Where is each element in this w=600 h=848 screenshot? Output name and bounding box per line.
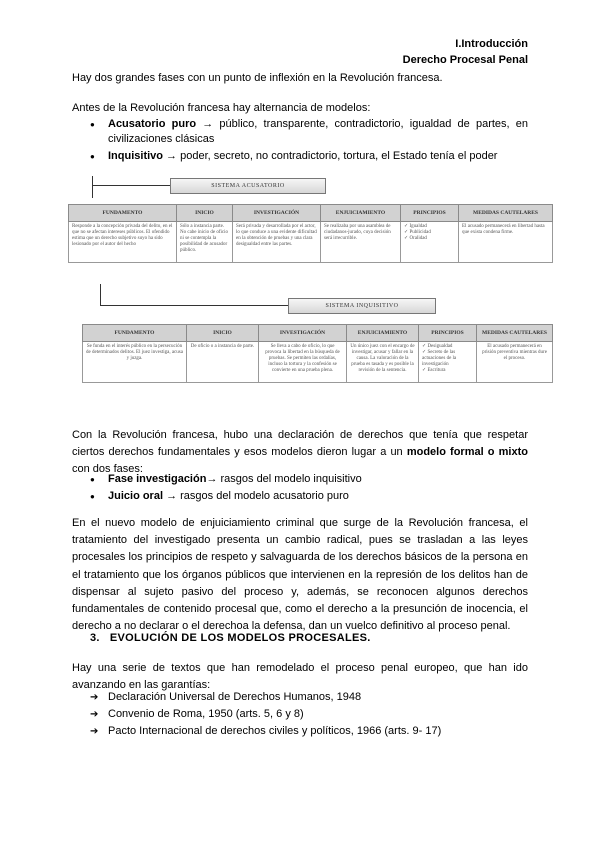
list-item: ● Inquisitivo → poder, secreto, no contradictorio, tortura, el Estado tenía el poder bbox=[90, 149, 528, 164]
intro-paragraph: Hay dos grandes fases con un punto de inflexión en la Revolución francesa. bbox=[72, 72, 443, 84]
fases-list bbox=[90, 472, 528, 506]
table-cell: Se realizaba por una asamblea de ciudadanos-jurado, cuya decisión será irrecurrible. bbox=[321, 222, 401, 263]
revolucion-paragraph: Con la Revolución francesa, hubo una declaración de derechos que tenía que respetar ciertos derechos fundamentales y esos modelos dieron lugar a un modelo formal o mixto con dos fases: bbox=[72, 429, 528, 475]
list-item: ● Fase investigación→ rasgos del modelo inquisitivo bbox=[90, 472, 528, 487]
table-cell: Sólo a instancia parte. No cabe inicio de oficio ni se contempla la posibilidad de acusador público. bbox=[177, 222, 233, 263]
list-item: ➔ Pacto Internacional de derechos civiles y políticos, 1966 (arts. 9- 17) bbox=[90, 723, 528, 740]
acusatorio-table bbox=[68, 204, 553, 263]
inquisitivo-title: SISTEMA INQUISITIVO bbox=[288, 298, 436, 314]
header-subject: Derecho Procesal Penal bbox=[402, 54, 528, 66]
table-header: ENJUICIAMIENTO bbox=[347, 325, 419, 342]
table-cell: Responde a la concepción privada del delito, en el que no se afectan intereses públicos. El ofendido estima que un derecho subjetivo suyo ha sido lesionado por el autor del hecho bbox=[69, 222, 177, 263]
inquisitivo-table bbox=[82, 324, 553, 383]
table-header: MEDIDAS CAUTELARES bbox=[459, 205, 553, 222]
table-header: FUNDAMENTO bbox=[83, 325, 187, 342]
nuevo-modelo-paragraph: En el nuevo modelo de enjuiciamiento criminal que surge de la Revolución francesa, el tratamiento del investigado presenta un cambio radical, pues se trasladan a las leyes procesales los principios de respeto y salvaguarda de los derechos básicos de la persona en el tratamiento que los órganos públicos que intervienen en la represión de los delitos han de dispensar al sujeto pasivo del proceso y, además, se reconocen algunos derechos fundamentales de contenido procesal que, como el derecho a la presunción de inocencia, el derecho a no declarar o el derechoa la defensa, dan un vuelco definitivo al proceso penal. bbox=[72, 517, 528, 633]
table-cell: El acusado permanecerá en prisión preventiva mientras dure el proceso. bbox=[477, 342, 553, 383]
table-header: INICIO bbox=[187, 325, 259, 342]
models-list bbox=[90, 117, 528, 166]
table-header: PRINCIPIOS bbox=[401, 205, 459, 222]
table-header: PRINCIPIOS bbox=[419, 325, 477, 342]
table-header: ENJUICIAMIENTO bbox=[321, 205, 401, 222]
list-item: ➔ Convenio de Roma, 1950 (arts. 5, 6 y 8) bbox=[90, 706, 528, 723]
document-header bbox=[403, 36, 528, 68]
list-item: ● Acusatorio puro → público, transparente, contradictorio, igualdad de partes, en civilizaciones clásicas bbox=[90, 117, 528, 147]
table-header: INVESTIGACIÓN bbox=[233, 205, 321, 222]
table-header: INVESTIGACIÓN bbox=[259, 325, 347, 342]
list-item: ➔ Declaración Universal de Derechos Humanos, 1948 bbox=[90, 689, 528, 706]
antes-paragraph: Antes de la Revolución francesa hay alternancia de modelos: bbox=[72, 102, 371, 114]
table-cell: Un único juez con el encargo de investigar, acusar y fallar en la causa. La valoración de la prueba es tasada y es posible la revisión de la sentencia. bbox=[347, 342, 419, 383]
list-item: ● Juicio oral → rasgos del modelo acusatorio puro bbox=[90, 489, 528, 504]
table-header: MEDIDAS CAUTELARES bbox=[477, 325, 553, 342]
table-cell: Se lleva a cabo de oficio, lo que provoca la libertad en la búsqueda de pruebas. Se permiten las ordalías, incluso la tortura y la confesión se convierte en una prueba plena. bbox=[259, 342, 347, 383]
section-heading: 3. EVOLUCIÓN DE LOS MODELOS PROCESALES. bbox=[90, 632, 371, 644]
table-cell: ✓ Igualdad ✓ Publicidad ✓ Oralidad bbox=[401, 222, 459, 263]
table-header: FUNDAMENTO bbox=[69, 205, 177, 222]
table-cell: El acusado permanecerá en libertad hasta que exista condena firme. bbox=[459, 222, 553, 263]
models-comparison-figure bbox=[52, 172, 552, 422]
textos-intro-paragraph: Hay una serie de textos que han remodelado el proceso penal europeo, que han ido avanzando en las garantías: bbox=[72, 662, 528, 691]
acusatorio-title: SISTEMA ACUSATORIO bbox=[170, 178, 326, 194]
table-cell: Se funda en el interés público en la persecución de determinados delitos. El juez investiga, acusa y juzga. bbox=[83, 342, 187, 383]
textos-list bbox=[90, 689, 528, 740]
table-header: INICIO bbox=[177, 205, 233, 222]
table-cell: De oficio o a instancia de parte. bbox=[187, 342, 259, 383]
table-cell: ✓ Desigualdad ✓ Secreto de las actuaciones de la investigación ✓ Escritura bbox=[419, 342, 477, 383]
header-chapter: I.Introducción bbox=[455, 38, 528, 50]
table-cell: Será privada y desarrollada por el actor, lo que conduce a una evidente dificultad en la obtención de pruebas y una clara desigualdad entre las partes. bbox=[233, 222, 321, 263]
